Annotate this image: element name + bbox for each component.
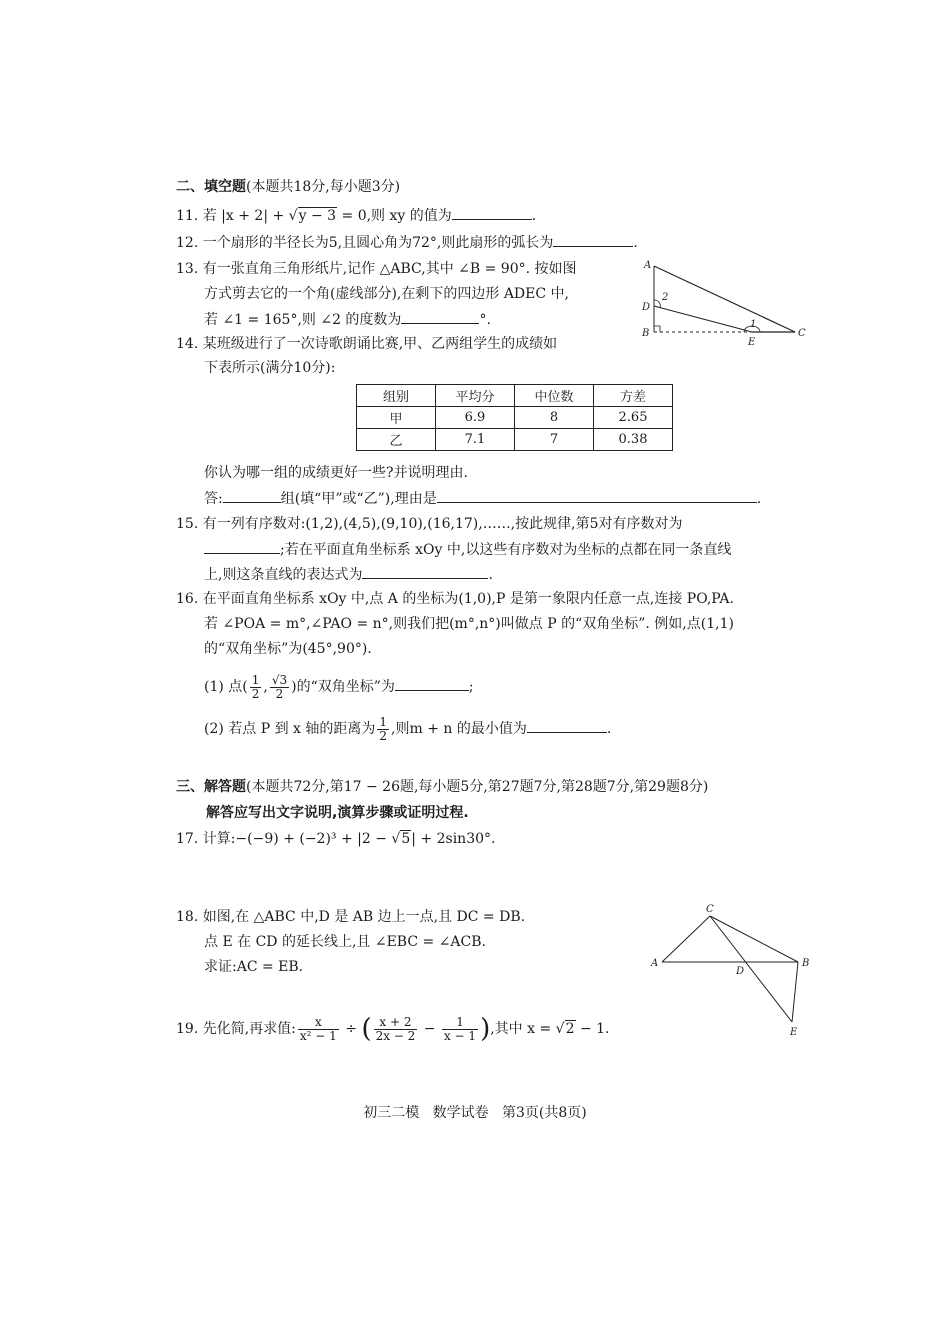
table-cell: 8 bbox=[515, 407, 594, 429]
table-cell: 乙 bbox=[357, 429, 436, 451]
q16-p1-answer-blank[interactable] bbox=[395, 676, 469, 691]
q14-answer-text: 组(填“甲”或“乙”),理由是 bbox=[280, 491, 437, 507]
fig13-label-b: B bbox=[642, 328, 650, 339]
q15-line1: 有一列有序数对:(1,2),(4,5),(9,10),(16,17),……,按此规律,第5对有序数对为 bbox=[202, 516, 683, 532]
header-group: 组别 bbox=[357, 385, 436, 407]
q16-part2: (2) 若点 P 到 x 轴的距离为 $\frac{1}{2}$ ,则m + n 的最小值为 . bbox=[204, 714, 612, 743]
table-header-row bbox=[357, 385, 673, 407]
q11-sqrt: y − 3 bbox=[298, 208, 337, 224]
fig13-right-angle bbox=[654, 326, 660, 332]
q14-group-blank[interactable] bbox=[223, 488, 281, 503]
q15-end: . bbox=[488, 567, 493, 583]
q13-answer-blank[interactable] bbox=[401, 309, 479, 324]
table-cell: 甲 bbox=[357, 407, 436, 429]
q13-line2: 方式剪去它的一个角(虚线部分),在剩下的四边形 ADEC 中, bbox=[204, 286, 569, 302]
q15-expression-blank[interactable] bbox=[362, 564, 488, 579]
section2-title: 二、填空题 bbox=[176, 179, 246, 195]
q14-end: . bbox=[756, 491, 762, 507]
q13-triangle-figure bbox=[640, 256, 815, 346]
question-14-line1 bbox=[176, 334, 557, 354]
page-footer: 初三二模 数学试卷 第3页(共8页) bbox=[363, 1105, 587, 1121]
table-row bbox=[357, 429, 673, 451]
q12-text: 一个扇形的半径长为5,且圆心角为72°,则此扇形的弧长为 bbox=[202, 235, 554, 251]
q15-line3: 上,则这条直线的表达式为 bbox=[204, 567, 363, 583]
q17-number: 17. bbox=[176, 831, 199, 847]
question-19: 19. 先化简,再求值: $\frac{x}{\text{x² − 1}}$ ÷ ( $\frac{x + 2}{2x - 2}$ − $\frac{1}{x - 1}$ ),其中 x = √2 − 1. bbox=[176, 1014, 610, 1044]
q16-part1: (1) 点( $\frac{1}{2}$ , $\frac{√3}{2}$ )的“双角坐标”为 ; bbox=[204, 672, 474, 701]
fig18-label-d: D bbox=[736, 966, 745, 977]
q19-number: 19. bbox=[176, 1021, 199, 1037]
fig13-label-a: A bbox=[644, 260, 652, 271]
q17-text-c: | + 2sin30°. bbox=[411, 831, 496, 847]
section2-heading bbox=[176, 177, 400, 197]
q19-minus: − bbox=[423, 1021, 436, 1037]
q14-reason-blank[interactable] bbox=[437, 488, 757, 503]
q19-left-paren: ( bbox=[361, 1014, 372, 1044]
q19-text-b: ,其中 x = bbox=[490, 1021, 552, 1037]
section2-note: (本题共18分,每小题3分) bbox=[246, 179, 401, 195]
q11-text-d: = 0,则 xy 的值为 bbox=[341, 208, 452, 224]
question-13-line3 bbox=[204, 309, 491, 330]
q14-line1: 某班级进行了一次诗歌朗诵比赛,甲、乙两组学生的成绩如 bbox=[202, 336, 558, 352]
q14-score-table bbox=[356, 384, 673, 451]
header-median: 中位数 bbox=[515, 385, 594, 407]
q13-end: °. bbox=[479, 312, 491, 328]
q17-sqrt: 5 bbox=[401, 831, 411, 847]
fig13-cut-de bbox=[654, 306, 752, 332]
q18-line3: 求证:AC = EB. bbox=[204, 959, 304, 975]
q16-p1-text-a: (1) 点( bbox=[204, 679, 248, 695]
q12-end: . bbox=[633, 235, 638, 251]
q12-number: 12. bbox=[176, 235, 199, 251]
q16-p2-answer-blank[interactable] bbox=[527, 718, 607, 733]
q11-abs: |x + 2| + bbox=[221, 208, 285, 224]
fig13-label-d: D bbox=[642, 302, 651, 313]
q11-end: . bbox=[531, 208, 537, 224]
table-row bbox=[357, 407, 673, 429]
q14-answer-line bbox=[204, 488, 761, 509]
q18-triangle-figure bbox=[650, 900, 820, 1040]
fig18-edge-ac bbox=[662, 916, 710, 962]
question-15-line1 bbox=[176, 514, 683, 534]
q19-fraction-2: $\frac{x + 2}{2x - 2}$ bbox=[375, 1014, 416, 1043]
fig18-label-a: A bbox=[651, 958, 659, 969]
question-16-line1 bbox=[176, 589, 734, 609]
q14-line2: 下表所示(满分10分): bbox=[204, 360, 336, 376]
section3-title: 三、解答题 bbox=[176, 779, 246, 795]
q19-fraction-1: $\frac{x}{\text{x² − 1}}$ bbox=[299, 1014, 337, 1043]
q14-answer-label: 答: bbox=[204, 491, 223, 507]
header-variance: 方差 bbox=[594, 385, 673, 407]
q19-text-d: − 1. bbox=[579, 1021, 610, 1037]
q16-p2-fraction-half: $\frac{1}{2}$ bbox=[379, 714, 388, 743]
fig18-label-c: C bbox=[706, 904, 714, 915]
q18-line1: 如图,在 △ABC 中,D 是 AB 边上一点,且 DC = DB. bbox=[202, 909, 526, 925]
question-13-line1 bbox=[176, 259, 577, 279]
q12-answer-blank[interactable] bbox=[553, 232, 633, 247]
q13-line1: 有一张直角三角形纸片,记作 △ABC,其中 ∠B = 90°. 按如图 bbox=[202, 261, 577, 277]
fig13-label-2: 2 bbox=[662, 292, 669, 303]
q15-number: 15. bbox=[176, 516, 199, 532]
q16-p2-text-b: ,则m + n 的最小值为 bbox=[391, 721, 527, 737]
q16-line1: 在平面直角坐标系 xOy 中,点 A 的坐标为(1,0),P 是第一象限内任意一点,连接 PO,PA. bbox=[202, 591, 734, 607]
q13-number: 13. bbox=[176, 261, 199, 277]
question-17: 17. 计算:−(−9) + (−2)³ + |2 − √5| + 2sin30°. bbox=[176, 831, 496, 847]
fig18-edge-cb bbox=[710, 916, 798, 962]
fig18-line-ce bbox=[710, 916, 792, 1022]
fig13-label-e: E bbox=[748, 337, 756, 346]
q14-question: 你认为哪一组的成绩更好一些?并说明理由. bbox=[204, 465, 468, 481]
q16-line2: 若 ∠POA = m°,∠PAO = n°,则我们把(m°,n°)叫做点 P 的“双角坐标”. 例如,点(1,1) bbox=[204, 616, 734, 632]
q11-number: 11. bbox=[176, 208, 199, 224]
fig13-edge-ac bbox=[654, 266, 795, 332]
table-cell: 6.9 bbox=[436, 407, 515, 429]
table-cell: 0.38 bbox=[594, 429, 673, 451]
q16-p2-text-a: (2) 若点 P 到 x 轴的距离为 bbox=[204, 721, 376, 737]
q18-number: 18. bbox=[176, 909, 199, 925]
q17-text-a: 计算:−(−9) + (−2)³ + |2 − bbox=[202, 831, 387, 847]
q16-number: 16. bbox=[176, 591, 199, 607]
q19-sqrt: 2 bbox=[565, 1021, 575, 1037]
question-15-line3 bbox=[204, 564, 493, 585]
q15-pair-blank[interactable] bbox=[204, 539, 280, 554]
section3-heading bbox=[176, 777, 708, 797]
table-cell: 2.65 bbox=[594, 407, 673, 429]
header-mean: 平均分 bbox=[436, 385, 515, 407]
fig18-edge-be bbox=[792, 962, 798, 1022]
section3-instruction: 解答应写出文字说明,演算步骤或证明过程. bbox=[206, 805, 469, 821]
table-cell: 7 bbox=[515, 429, 594, 451]
q19-text-a: 先化简,再求值: bbox=[202, 1021, 296, 1037]
q11-text-a: 若 bbox=[202, 208, 217, 224]
q16-p1-fraction-half: $\frac{1}{2}$ bbox=[251, 672, 260, 701]
question-11: 11. 若 |x + 2| + √y − 3 = 0,则 xy 的值为 . bbox=[176, 205, 536, 226]
q11-answer-blank[interactable] bbox=[452, 205, 532, 220]
question-12 bbox=[176, 232, 638, 253]
table-cell: 7.1 bbox=[436, 429, 515, 451]
fig13-label-c: C bbox=[798, 328, 806, 339]
q19-divide: ÷ bbox=[345, 1021, 357, 1037]
q16-line3: 的“双角坐标”为(45°,90°). bbox=[204, 641, 372, 657]
fig18-label-e: E bbox=[790, 1027, 798, 1038]
q16-p1-fraction-root3: $\frac{√3}{2}$ bbox=[271, 672, 288, 701]
q15-line2: ;若在平面直角坐标系 xOy 中,以这些有序数对为坐标的点都在同一条直线 bbox=[280, 542, 732, 558]
q19-fraction-3: $\frac{1}{x - 1}$ bbox=[443, 1014, 477, 1043]
fig13-label-1: 1 bbox=[750, 319, 757, 330]
section3-note: (本题共72分,第17 − 26题,每小题5分,第27题7分,第28题7分,第29题8分) bbox=[246, 779, 709, 795]
fig18-label-b: B bbox=[802, 958, 810, 969]
q13-line3: 若 ∠1 = 165°,则 ∠2 的度数为 bbox=[204, 312, 402, 328]
q19-right-paren: ) bbox=[480, 1014, 491, 1044]
question-15-line2 bbox=[204, 539, 731, 560]
q16-p1-text-b: )的“双角坐标”为 bbox=[291, 679, 395, 695]
q18-line2: 点 E 在 CD 的延长线上,且 ∠EBC = ∠ACB. bbox=[204, 934, 486, 950]
q14-number: 14. bbox=[176, 336, 199, 352]
question-18-line1 bbox=[176, 907, 525, 927]
